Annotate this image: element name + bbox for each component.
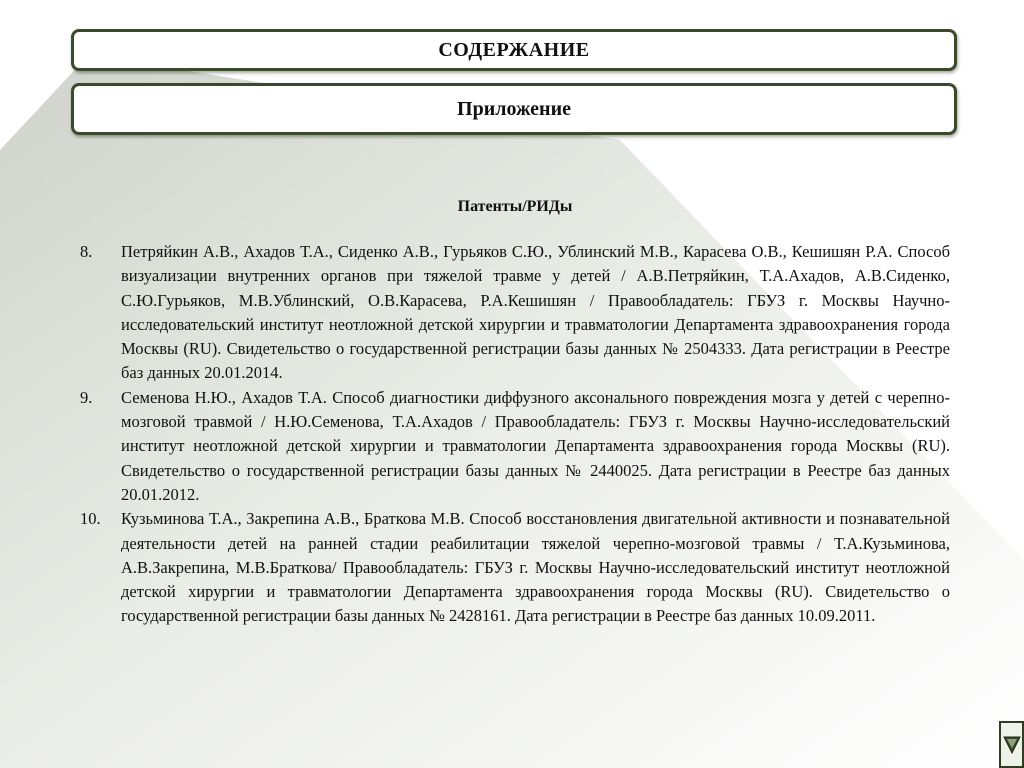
list-item-number: 10. [80,509,101,529]
section-title: Патенты/РИДы [457,198,573,215]
appendix-header-label: Приложение [457,97,571,120]
next-slide-button[interactable] [999,721,1024,768]
list-item-number: 9. [80,387,93,407]
appendix-header-button[interactable] [71,83,957,135]
contents-header-button[interactable] [71,29,957,71]
list-item [80,386,950,507]
list-item-text: Петряйкин А.В., Ахадов Т.А., Сиденко А.В., Гурьяков С.Ю., Ублинский М.В., Карасева О.В., Кешишян Р.А. Способ визуализации внутренних органов при тяжелой травме у детей / А.В.Петряйкин, Т.А.Ахадов, А.В.Сиденко, С.Ю.Гурьяков, М.В.Ублинский, О.В.Карасева, Р.А.Кешишян / Правообладатель: ГБУЗ г. Москвы Научно-исследовательский институт неотложной детской хирургии и травматологии Департамента здравоохранения города Москвы (RU). Свидетельство о государственной регистрации базы данных № 2504333. Дата регистрации в Реестре баз данных 20.01.2014. [121,242,950,383]
list-item-number: 8. [80,242,93,261]
list-item [80,507,950,628]
list-item [80,240,950,386]
triangle-down-icon [1003,733,1021,757]
patent-list [80,240,950,629]
list-item-text: Кузьминова Т.А., Закрепина А.В., Браткова М.В. Способ восстановления двигательной активности и познавательной деятельности детей на ранней стадии реабилитации тяжелой черепно-мозговой травмы / Т.А.Кузьминова, А.В.Закрепина, М.В.Браткова/ Правообладатель: ГБУЗ г. Москвы Научно-исследовательский институт неотложной детской хирургии и травматологии Департамента здравоохранения города Москвы (RU). Свидетельство о государственной регистрации базы данных № 2428161. Дата регистрации в Реестре баз данных 10.09.2011. [121,509,950,626]
list-item-text: Семенова Н.Ю., Ахадов Т.А. Способ диагностики диффузного аксонального повреждения мозга у детей с черепно-мозговой травмой / Н.Ю.Семенова, Т.А.Ахадов / Правообладатель: ГБУЗ г. Москвы Научно-исследовательский институт неотложной детской хирургии и травматологии Департамента здравоохранения города Москвы (RU). Свидетельство о государственной регистрации базы данных № 2440025. Дата регистрации в Реестре баз данных 20.01.2012. [121,387,950,504]
contents-header-label: СОДЕРЖАНИЕ [438,38,590,61]
